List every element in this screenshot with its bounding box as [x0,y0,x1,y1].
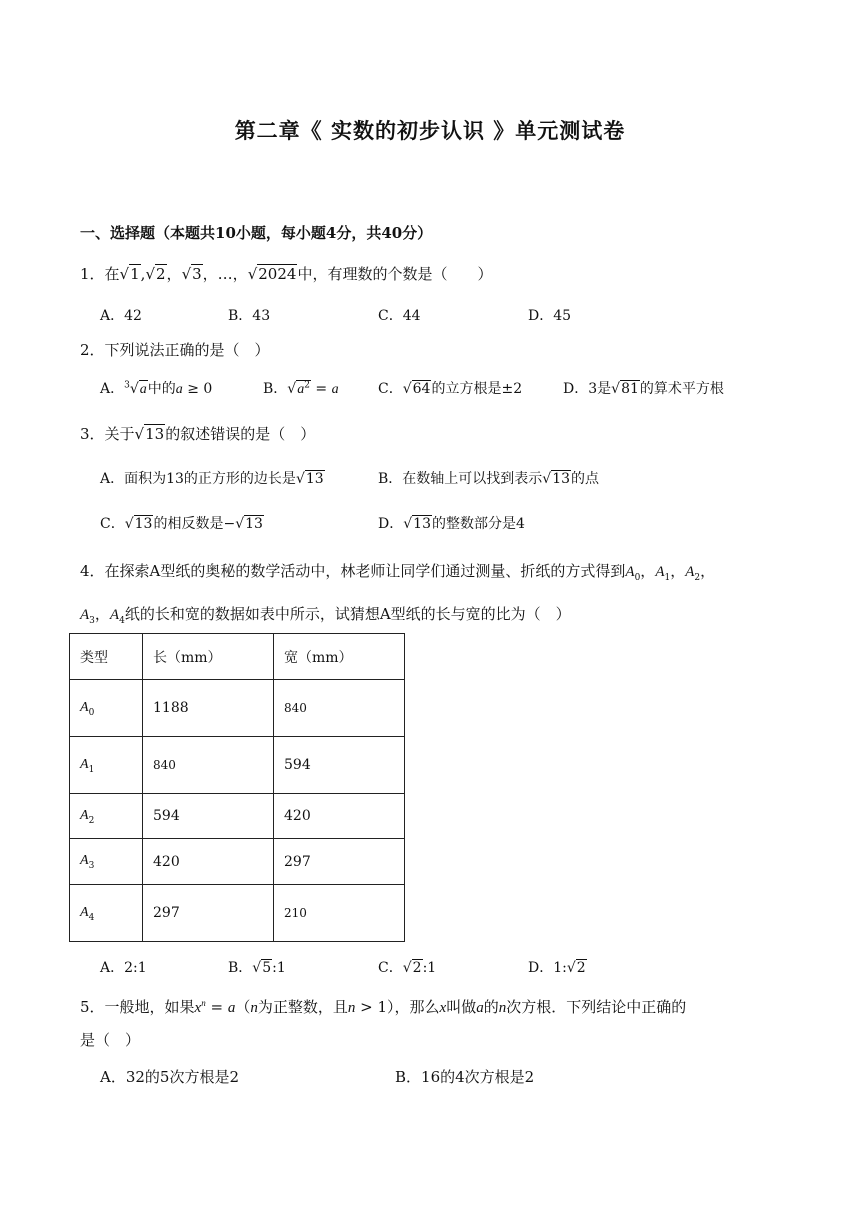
q5-option-a[interactable]: A．32的5次方根是2 [100,1068,240,1086]
section-heading: 一、选择题（本题共10小题，每小题4分，共40分） [80,224,433,242]
q3-option-c[interactable]: C．√13的相反数是−√13 [100,516,263,532]
sqrt-2024: √2024 [247,265,297,283]
length-cell: 1188 [143,680,274,737]
q1-option-b[interactable]: B．43 [228,308,271,324]
question-2: 2．下列说法正确的是（ ） [80,341,270,359]
q1-stem-start: 1．在 [80,265,120,283]
sqrt-3: √3 [181,265,202,283]
type-cell: $A_1$ [70,737,143,794]
table-header-row [70,634,405,680]
q2-option-b[interactable]: B．$√a^2 = a$ [263,380,339,397]
length-cell: 420 [143,839,274,885]
table-row [70,885,405,942]
page-title: 第二章《 实数的初步认识 》单元测试卷 [234,118,626,143]
q4-option-b[interactable]: B．√5:1 [228,960,286,976]
type-cell: $A_0$ [70,680,143,737]
q3-option-b[interactable]: B．在数轴上可以找到表示√13的点 [378,471,600,487]
question-4-line1: 4．在探索A型纸的奥秘的数学活动中，林老师让同学们通过测量、折纸的方式得到$A_0$，$A_1$，$A_2$， [80,562,716,583]
table-row [70,839,405,885]
q1-option-d[interactable]: D．45 [528,308,572,324]
width-cell: 210 [274,885,405,942]
length-cell: 840 [143,737,274,794]
q1-option-a[interactable]: A．42 [100,308,142,324]
width-cell: 840 [274,680,405,737]
q2-option-c[interactable]: C．√64的立方根是±2 [378,381,523,397]
type-cell: $A_2$ [70,794,143,839]
width-cell: 420 [274,794,405,839]
table-row [70,680,405,737]
q5-option-b[interactable]: B．16的4次方根是2 [395,1068,535,1086]
question-5-line2: 是（ ） [80,1031,141,1049]
table-row [70,794,405,839]
table-row [70,737,405,794]
header-width: 宽（mm） [274,634,405,680]
type-cell: $A_3$ [70,839,143,885]
sqrt-2: √2 [145,265,166,283]
width-cell: 594 [274,737,405,794]
q2-option-d[interactable]: D．3是√81的算术平方根 [563,381,724,397]
sqrt-1: √1 [119,265,140,283]
q2-option-a[interactable]: A．$^3$√a中的a ≥ 0 [100,380,213,397]
type-cell: $A_4$ [70,885,143,942]
q4-option-d[interactable]: D．1:√2 [528,960,586,976]
length-cell: 594 [143,794,274,839]
q4-option-c[interactable]: C．√2:1 [378,960,437,976]
header-length: 长（mm） [143,634,274,680]
length-cell: 297 [143,885,274,942]
q3-option-a[interactable]: A．面积为13的正方形的边长是√13 [100,471,324,487]
q3-option-d[interactable]: D．√13的整数部分是4 [378,516,525,532]
question-1: 1．在√1,√2，√3，…，√2024中，有理数的个数是（ ） [80,265,493,283]
header-type: 类型 [70,634,143,680]
paper-size-table [69,633,405,942]
width-cell: 297 [274,839,405,885]
question-3: 3．关于√13的叙述错误的是（ ） [80,425,316,443]
q1-stem-end: 中，有理数的个数是（ ） [297,265,493,283]
question-5-line1: 5．一般地，如果$x^n = a(n$为正整数，且n > 1），那么x叫做a的n次方根．下列结论中正确的 [80,998,687,1016]
q4-option-a[interactable]: A．2:1 [100,960,147,976]
q1-option-c[interactable]: C．44 [378,308,421,324]
question-4-line2: $A_3$，$A_4$纸的长和宽的数据如表中所示，试猜想A型纸的长与宽的比为（ ） [80,605,571,626]
